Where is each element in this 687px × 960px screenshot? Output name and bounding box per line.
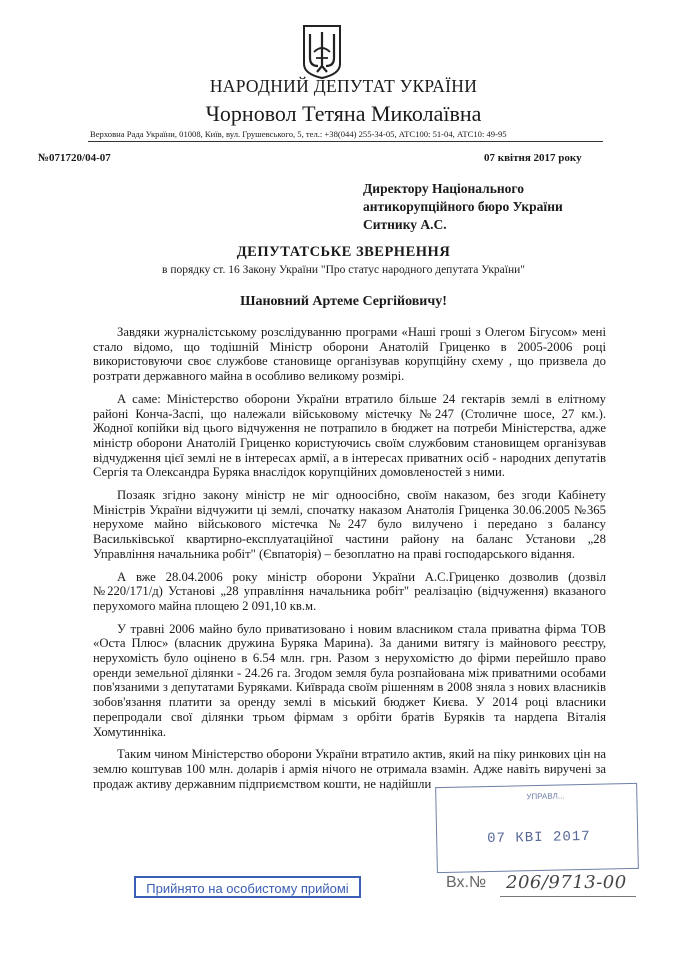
paragraph: Завдяки журналістському розслідуванню програми «Наші гроші з Олегом Бігусом» мені стало відомо, що тодішній Міністр оборони Анатолій Гриценко в 2005-2006 році використовуючи своє службове становище організував корупційну схему , що призвела до розтрати державного майна в особливо великому розмірі.	[93, 325, 606, 384]
paragraph: А саме: Міністерство оборони України втратило більше 24 гектарів землі в елітному районі Конча-Заспі, що належали військовому містечку №247 (Столичне шосе, 27 км.). Жодної копійки від цього відчуження не потрапило в бюджет на потреби Міністерства, адже міністр оборони Анатолій Гриценко користуючись своїм службовим становищем організував відчудження цієї землі не в інтересах армії, а в інтересах приватних осіб - народних депутатів Сергія та Олександра Буряка внаслідок корупційних домовленостей з ними.	[93, 391, 606, 480]
trident-coat-of-arms-icon	[300, 22, 344, 80]
paragraph: Таким чином Міністерство оборони України втратило актив, який на піку ринкових цін на землю коштував 100 млн. доларів і армія нічого не отримала взамін. Адже навіть виручені за продаж активу державним підприємством кошти, не надійшли	[93, 747, 606, 791]
document-subtitle: в порядку ст. 16 Закону України "Про статус народного депутата України"	[162, 264, 525, 276]
addressee-line: Директору Національного	[363, 181, 524, 196]
deputy-name: Чорновол Тетяна Миколаївна	[205, 101, 482, 126]
paragraph: Позаяк згідно закону міністр не міг одноосібно, своїм наказом, без згоди Кабінету Міністрів України відчужити ці землі, спочатку наказом Анатолія Гриценка 30.06.2005 №365 нерухоме майно військового містечка №247 було вилучено і передано з балансу Васильківської квартирно-експлуатаційної частини району на баланс Установи „28 Управління начальника робіт" (Євпаторія) – безоплатно на праві господарського відання.	[93, 488, 606, 561]
incoming-underline	[500, 896, 636, 897]
addressee-block	[363, 180, 563, 234]
registration-number: №071720/04-07	[38, 152, 111, 164]
incoming-label: Вх.№	[446, 874, 487, 891]
incoming-number: 206/9713-00	[506, 872, 627, 893]
office-received-stamp	[435, 783, 639, 873]
deputy-address: Верховна Рада України, 01008, Київ, вул. Грушевського, 5, тел.: +38(044) 255-34-05, АТС100: 51-04, АТС10: 49-95	[90, 129, 507, 139]
letter-body	[93, 325, 606, 791]
paragraph: А вже 28.04.2006 року міністр оборони України А.С.Гриценко дозволив (дозвіл №220/171/д) Установі „28 управління начальника робіт" реалізацію (відчуження) вказаного перухомого майна площею 2 091,10 кв.м.	[93, 569, 606, 613]
stamp-date: 07 КВІ 2017	[487, 828, 591, 848]
incoming-registration	[440, 874, 640, 900]
header-divider	[88, 141, 603, 142]
addressee-line: Ситнику А.С.	[363, 217, 447, 232]
received-in-person-stamp: Прийнято на особистому прийомі	[134, 876, 361, 898]
stamp-header: УПРАВЛ...	[526, 791, 565, 802]
paragraph: У травні 2006 майно було приватизовано і новим власником стала приватна фірма ТОВ «Оста Плюс» (власник дружина Буряка Марина). За даними витягу із майнового реєстру, нерухомість було оцінено в 6.54 млн. грн. Разом з нерухомістю до фірми перейшло право оренди земельної ділянки - 24.26 га. Згодом земля була розпайована між приватними особами пов'язаними з депутатами Буряками. Київрада своїм рішенням в 2008 зняла з нових власників зобов'язання платити за оренду землі в міський бюджет Києва. У 2014 році власники перепродали свої ділянки трьом фірмам з орбіти братів Буряків та нардепа Віталія Хомутинніка.	[93, 621, 606, 739]
salutation: Шановний Артеме Сергійовичу!	[240, 294, 447, 309]
deputy-title: НАРОДНИЙ ДЕПУТАТ УКРАЇНИ	[209, 76, 478, 96]
document-title: ДЕПУТАТСЬКЕ ЗВЕРНЕННЯ	[236, 244, 451, 260]
document-date: 07 квітня 2017 року	[484, 152, 582, 164]
addressee-line: антикорупційного бюро України	[363, 199, 563, 214]
